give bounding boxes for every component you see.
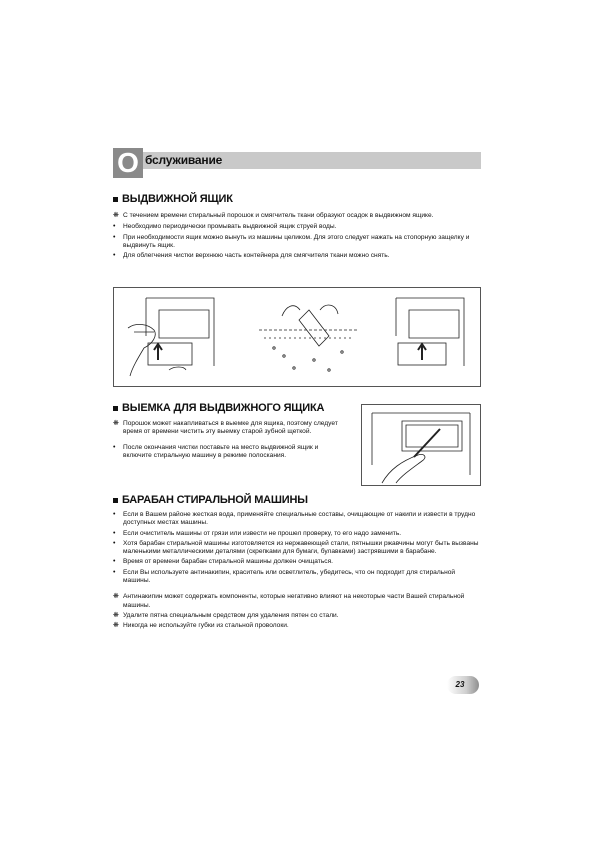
list-item xyxy=(113,569,483,586)
note-item xyxy=(113,212,483,220)
list-item xyxy=(113,540,483,557)
header-initial-letter: О xyxy=(113,148,143,178)
list-item xyxy=(113,558,483,566)
list-item xyxy=(113,444,341,461)
section-title-recess xyxy=(113,402,324,414)
note-text: Никогда не используйте губки из стальной проволоки. xyxy=(123,622,289,630)
rinse-drawer-illustration xyxy=(259,305,359,371)
section1-body xyxy=(113,212,483,260)
section-square-icon xyxy=(113,197,118,202)
push-latch-illustration xyxy=(128,298,214,376)
section-title-text: БАРАБАН СТИРАЛЬНОЙ МАШИНЫ xyxy=(122,494,308,506)
list-item-text: Если Вы используете антинакипин, краситель или осветлитель, убедитесь, что он подходит для стиральной машины. xyxy=(123,568,456,585)
page-number-text: 23 xyxy=(455,680,465,689)
list-item-text: При необходимости ящик можно вынуть из машины целиком. Для этого следует нажать на стопорную защелку и выдвинуть ящик. xyxy=(123,233,470,249)
section-title-drawer xyxy=(113,193,233,205)
list-item-text: Для облегчения чистки верхнюю часть контейнера для смягчителя ткани можно снять. xyxy=(123,252,390,260)
bullet-icon: • xyxy=(113,539,116,547)
drawer-figure-svg xyxy=(114,288,480,386)
bullet-icon: • xyxy=(113,223,116,231)
note-item xyxy=(113,593,483,610)
section-title-text: ВЫДВИЖНОЙ ЯЩИК xyxy=(122,193,233,205)
bullet-icon: • xyxy=(113,568,116,576)
note-item xyxy=(113,622,483,630)
list-item-text: Если очиститель машины от грязи или извести не прошел проверку, то его надо заменить. xyxy=(123,529,402,537)
section-square-icon xyxy=(113,498,118,503)
page-number xyxy=(447,676,479,694)
note-icon: ❋ xyxy=(113,593,119,601)
bullet-icon: • xyxy=(113,252,116,260)
recess-figure xyxy=(361,404,481,486)
section3-body xyxy=(113,511,483,631)
note-icon: ❋ xyxy=(113,212,119,219)
page-title: бслуживание xyxy=(145,153,223,167)
note-text: Антинакипин может содержать компоненты, которые негативно влияют на некоторые части Вашей стиральной машины. xyxy=(123,593,465,609)
bullet-icon: • xyxy=(113,511,116,518)
section-square-icon xyxy=(113,406,118,411)
list-item xyxy=(113,252,483,260)
list-item-text: Если в Вашем районе жесткая вода, применяйте специальные составы, очищающие от накипи и извести в трудно доступных местах машины. xyxy=(123,511,476,527)
list-item xyxy=(113,223,483,231)
bullet-icon: • xyxy=(113,443,116,451)
note-text: Порошок может накапливаться в выемке для ящика, поэтому следует время от времени чистить эту выемку старой зубной щеткой. xyxy=(123,420,338,436)
bullet-icon: • xyxy=(113,529,116,537)
toothbrush-recess-illustration xyxy=(362,405,480,485)
list-item-text: Время от времени барабан стиральной машины должен очищаться. xyxy=(123,558,333,566)
list-item-text: Необходимо периодически промывать выдвижной ящик струей воды. xyxy=(123,223,337,231)
note-text: Удалите пятна специальным средством для удаления пятен со стали. xyxy=(123,611,339,619)
bullet-icon: • xyxy=(113,558,116,566)
section-title-text: ВЫЕМКА ДЛЯ ВЫДВИЖНОГО ЯЩИКА xyxy=(122,402,325,414)
list-item-text: После окончания чистки поставьте на место выдвижной ящик и включите стиральную машину в режиме полоскания. xyxy=(123,443,319,459)
section-title-drum xyxy=(113,494,308,506)
note-icon: ❋ xyxy=(113,622,119,630)
list-item-text: Хотя барабан стиральной машины изготовляется из нержавеющей стали, пятнышки ржавчины могут быть вызваны маленькими металлическими деталями (скрепками для бумаги, булавками) застрявшими в барабане. xyxy=(123,539,479,556)
list-item xyxy=(113,511,483,528)
note-text: С течением времени стиральный порошок и смягчитель ткани образуют осадок в выдвижном ящике. xyxy=(123,212,434,219)
remove-drawer-illustration xyxy=(396,298,464,366)
section2-body xyxy=(113,420,341,460)
drawer-figure xyxy=(113,287,481,387)
list-item xyxy=(113,234,483,251)
note-item xyxy=(113,612,483,620)
bullet-icon: • xyxy=(113,233,116,241)
note-icon: ❋ xyxy=(113,420,119,427)
note-item xyxy=(113,420,341,437)
note-icon: ❋ xyxy=(113,611,119,619)
list-item xyxy=(113,530,483,538)
